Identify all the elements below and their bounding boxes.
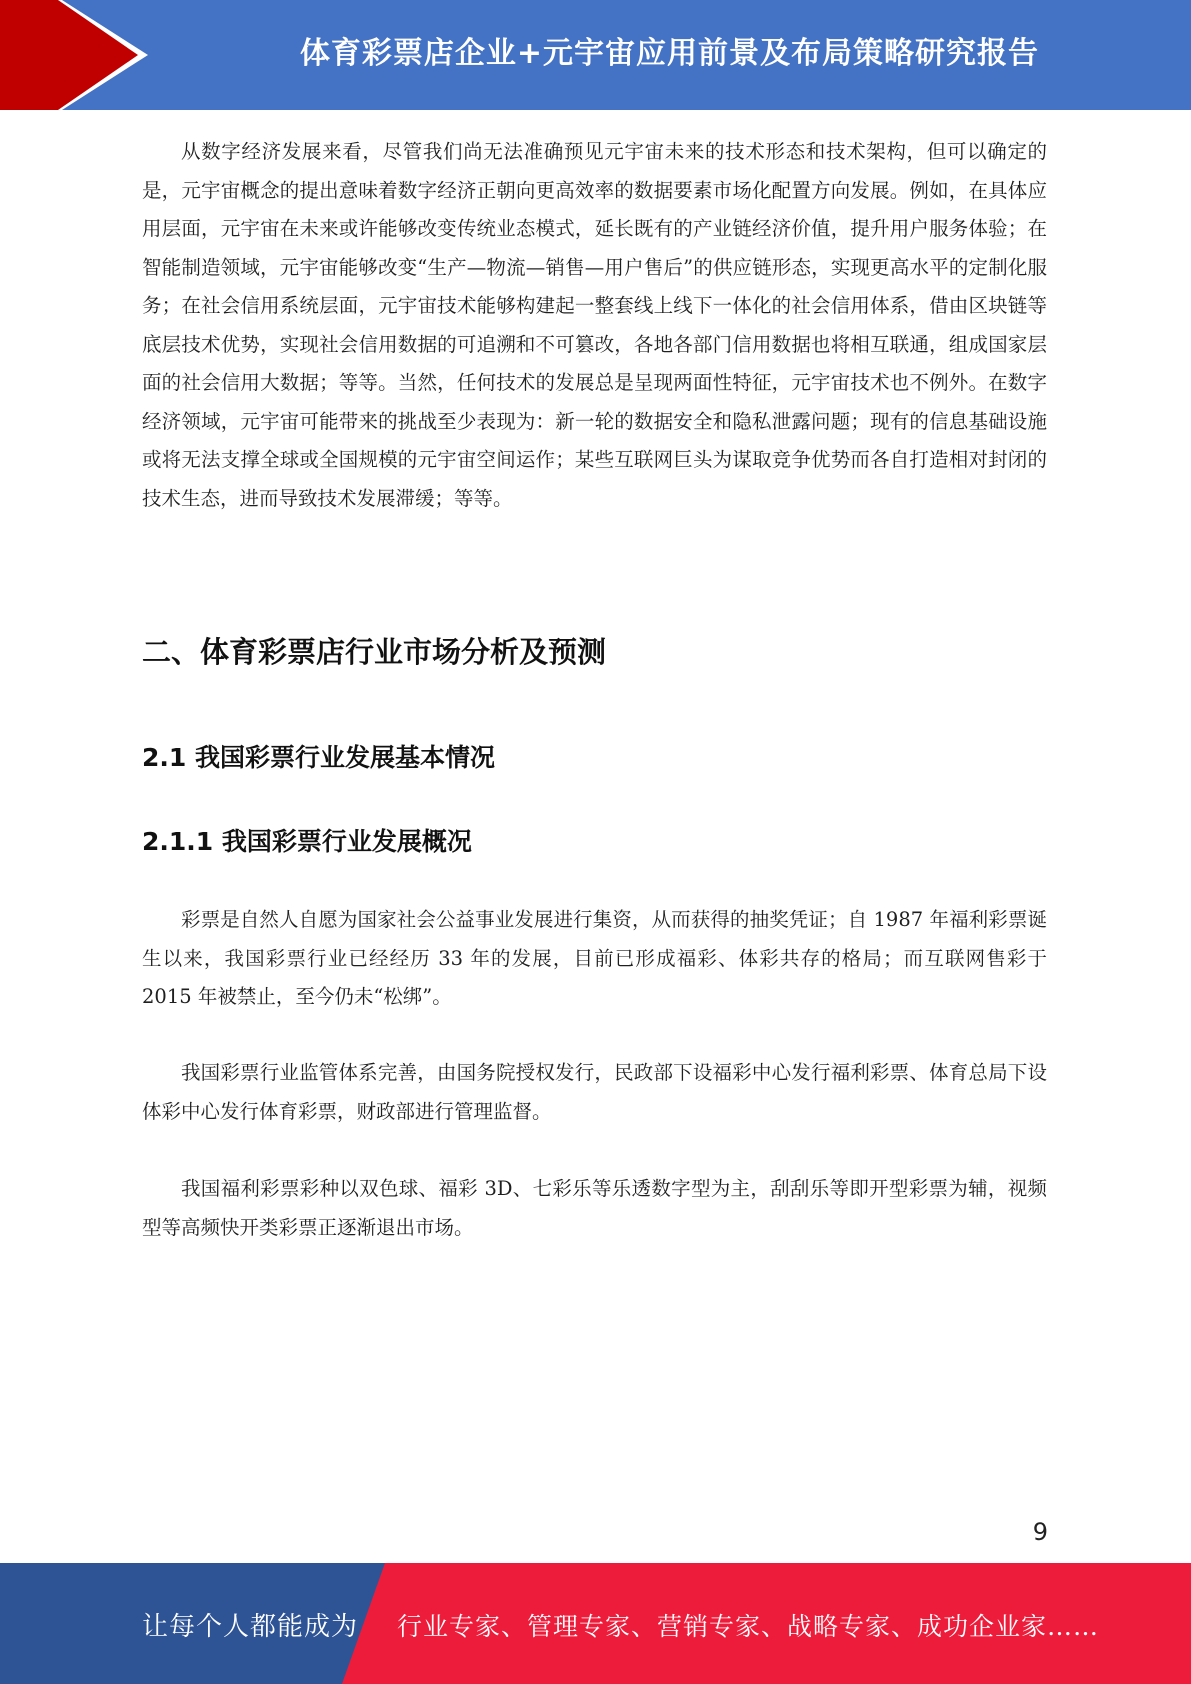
header-arrow-icon: [0, 0, 148, 110]
page-footer: [0, 1563, 1191, 1684]
intro-block: [142, 133, 1047, 518]
body-paragraph-1: 彩票是自然人自愿为国家社会公益事业发展进行集资，从而获得的抽奖凭证；自 1987 年福利彩票诞生以来，我国彩票行业已经经历 33 年的发展，目前已形成福彩、体彩共存的格局；而互联网售彩于 2015 年被禁止，至今仍未“松绑”。: [142, 908, 1047, 1008]
body-paragraph-2: 我国彩票行业监管体系完善，由国务院授权发行，民政部下设福彩中心发行福利彩票、体育总局下设体彩中心发行体育彩票，财政部进行管理监督。: [142, 1061, 1047, 1123]
page-header: [0, 0, 1191, 110]
report-title: 体育彩票店企业+元宇宙应用前景及布局策略研究报告: [299, 36, 1040, 71]
intro-paragraph: 从数字经济发展来看，尽管我们尚无法准确预见元宇宙未来的技术形态和技术架构，但可以确定的是，元宇宙概念的提出意味着数字经济正朝向更高效率的数据要素市场化配置方向发展。例如，在具体应用层面，元宇宙在未来或许能够改变传统业态模式，延长既有的产业链经济价值，提升用户服务体验；在智能制造领域，元宇宙能够改变“生产—物流—销售—用户售后”的供应链形态，实现更高水平的定制化服务；在社会信用系统层面，元宇宙技术能够构建起一整套线上线下一体化的社会信用体系，借由区块链等底层技术优势，实现社会信用数据的可追溯和不可篡改，各地各部门信用数据也将相互联通，组成国家层面的社会信用大数据；等等。当然，任何技术的发展总是呈现两面性特征，元宇宙技术也不例外。在数字经济领域，元宇宙可能带来的挑战至少表现为：新一轮的数据安全和隐私泄露问题；现有的信息基础设施或将无法支撑全球或全国规模的元宇宙空间运作；某些互联网巨头为谋取竞争优势而各自打造相对封闭的技术生态，进而导致技术发展滞缓；等等。: [142, 140, 1047, 510]
paragraph-block-1: [142, 901, 1047, 1017]
body-paragraph-3: 我国福利彩票彩种以双色球、福彩 3D、七彩乐等乐透数字型为主，刮刮乐等即开型彩票为辅，视频型等高频快开类彩票正逐渐退出市场。: [142, 1177, 1047, 1239]
footer-slogan-left: 让每个人都能成为: [142, 1612, 359, 1642]
subheading-2-1: 2.1 我国彩票行业发展基本情况: [142, 743, 495, 772]
paragraph-block-2: [142, 1054, 1047, 1131]
page-number: 9: [1032, 1518, 1048, 1546]
subheading-2-1-1: 2.1.1 我国彩票行业发展概况: [142, 827, 472, 856]
paragraph-block-3: [142, 1170, 1047, 1247]
footer-slogan-right: 行业专家、管理专家、营销专家、战略专家、成功企业家……: [397, 1612, 1100, 1641]
section-heading: 二、体育彩票店行业市场分析及预测: [142, 635, 607, 669]
